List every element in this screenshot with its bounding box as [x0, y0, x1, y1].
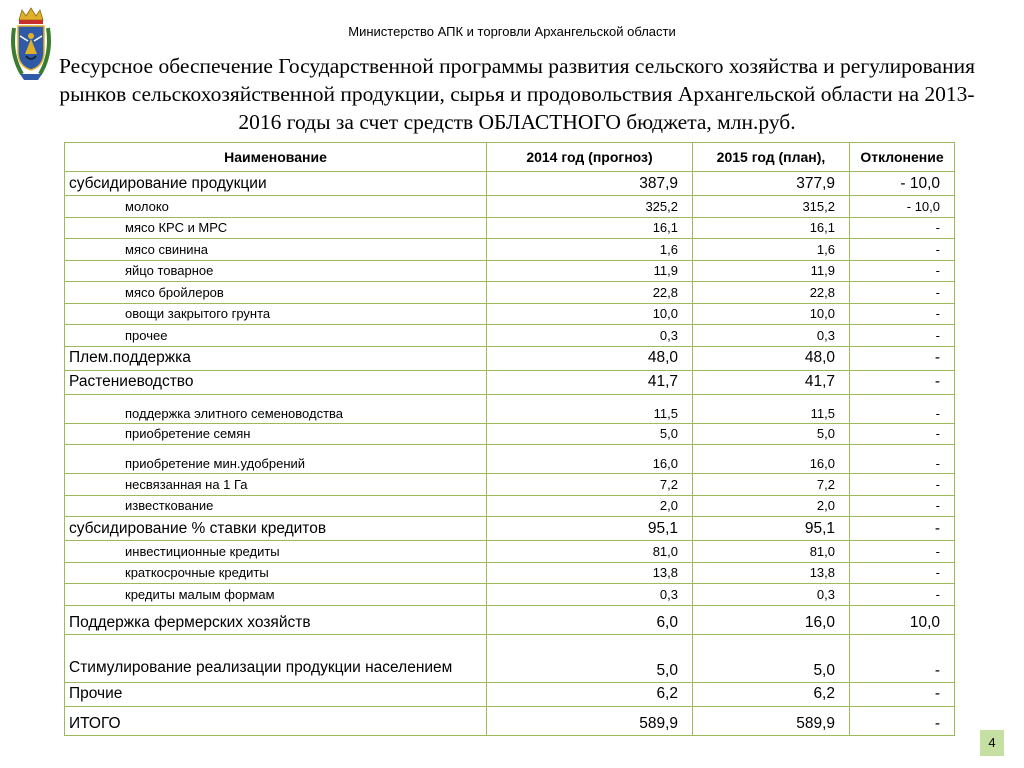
value-deviation: - — [850, 346, 955, 370]
row-name: субсидирование продукции — [65, 172, 487, 196]
value-2014: 6,0 — [487, 605, 693, 634]
value-2014: 2,0 — [487, 495, 693, 517]
value-deviation: - — [850, 325, 955, 347]
value-2015: 95,1 — [693, 517, 850, 541]
value-2015: 377,9 — [693, 172, 850, 196]
value-2014: 11,5 — [487, 394, 693, 423]
row-name: краткосрочные кредиты — [65, 562, 487, 584]
row-name: кредиты малым формам — [65, 584, 487, 606]
value-deviation: - — [850, 706, 955, 735]
value-deviation: - — [850, 394, 955, 423]
value-2015: 5,0 — [693, 423, 850, 445]
value-2014: 0,3 — [487, 325, 693, 347]
value-deviation: - — [850, 260, 955, 282]
row-name: мясо КРС и МРС — [65, 217, 487, 239]
value-deviation: - 10,0 — [850, 196, 955, 218]
value-2015: 315,2 — [693, 196, 850, 218]
value-2015: 10,0 — [693, 303, 850, 325]
value-deviation: - — [850, 682, 955, 706]
table-row — [65, 325, 955, 347]
table-row — [65, 196, 955, 218]
value-2015: 48,0 — [693, 346, 850, 370]
value-deviation: - — [850, 495, 955, 517]
row-name: Стимулирование реализации продукции населением — [65, 634, 487, 682]
table-row — [65, 239, 955, 261]
table-row — [65, 495, 955, 517]
table-row — [65, 605, 955, 634]
value-deviation: - — [850, 423, 955, 445]
value-2015: 1,6 — [693, 239, 850, 261]
value-2015: 6,2 — [693, 682, 850, 706]
value-2015: 11,5 — [693, 394, 850, 423]
value-2015: 16,1 — [693, 217, 850, 239]
table-header-row — [65, 143, 955, 172]
value-2014: 589,9 — [487, 706, 693, 735]
row-name: молоко — [65, 196, 487, 218]
value-2015: 16,0 — [693, 445, 850, 474]
row-name: яйцо товарное — [65, 260, 487, 282]
value-2015: 0,3 — [693, 325, 850, 347]
value-2015: 7,2 — [693, 474, 850, 496]
value-2014: 95,1 — [487, 517, 693, 541]
table-row — [65, 562, 955, 584]
value-2014: 325,2 — [487, 196, 693, 218]
value-2014: 6,2 — [487, 682, 693, 706]
table-row — [65, 423, 955, 445]
row-name: мясо бройлеров — [65, 282, 487, 304]
value-2014: 16,1 — [487, 217, 693, 239]
value-deviation: - — [850, 370, 955, 394]
value-deviation: - — [850, 282, 955, 304]
value-2014: 7,2 — [487, 474, 693, 496]
value-2015: 41,7 — [693, 370, 850, 394]
value-deviation: - — [850, 445, 955, 474]
value-2015: 5,0 — [693, 634, 850, 682]
budget-table — [64, 142, 955, 736]
table-row — [65, 541, 955, 563]
table-row — [65, 445, 955, 474]
value-2014: 81,0 — [487, 541, 693, 563]
row-name: Плем.поддержка — [65, 346, 487, 370]
value-deviation: - — [850, 474, 955, 496]
table-row — [65, 682, 955, 706]
table-row — [65, 517, 955, 541]
table-row — [65, 474, 955, 496]
value-2015: 81,0 — [693, 541, 850, 563]
value-2015: 13,8 — [693, 562, 850, 584]
value-2015: 0,3 — [693, 584, 850, 606]
value-deviation: - — [850, 584, 955, 606]
table-row — [65, 706, 955, 735]
row-name: овощи закрытого грунта — [65, 303, 487, 325]
table-row — [65, 370, 955, 394]
row-name: несвязанная на 1 Га — [65, 474, 487, 496]
value-2014: 16,0 — [487, 445, 693, 474]
column-header-name: Наименование — [65, 143, 487, 172]
value-2014: 5,0 — [487, 423, 693, 445]
row-name: мясо свинина — [65, 239, 487, 261]
row-name: известкование — [65, 495, 487, 517]
value-2015: 16,0 — [693, 605, 850, 634]
table-row — [65, 260, 955, 282]
row-name: приобретение мин.удобрений — [65, 445, 487, 474]
value-2014: 13,8 — [487, 562, 693, 584]
ministry-name: Министерство АПК и торговли Архангельской области — [348, 24, 676, 39]
value-deviation: - — [850, 634, 955, 682]
column-header-2015: 2015 год (план), — [693, 143, 850, 172]
value-2014: 0,3 — [487, 584, 693, 606]
value-2014: 48,0 — [487, 346, 693, 370]
value-2015: 2,0 — [693, 495, 850, 517]
row-name: инвестиционные кредиты — [65, 541, 487, 563]
table-row — [65, 172, 955, 196]
value-2015: 589,9 — [693, 706, 850, 735]
table-row — [65, 346, 955, 370]
table-row — [65, 303, 955, 325]
row-name: приобретение семян — [65, 423, 487, 445]
value-2014: 10,0 — [487, 303, 693, 325]
row-name: прочее — [65, 325, 487, 347]
row-name: субсидирование % ставки кредитов — [65, 517, 487, 541]
row-name: Растениеводство — [65, 370, 487, 394]
page-number: 4 — [980, 730, 1004, 756]
column-header-deviation: Отклонение — [850, 143, 955, 172]
row-name: Поддержка фермерских хозяйств — [65, 605, 487, 634]
value-deviation: - — [850, 517, 955, 541]
table-row — [65, 584, 955, 606]
value-deviation: 10,0 — [850, 605, 955, 634]
column-header-2014: 2014 год (прогноз) — [487, 143, 693, 172]
page-title: Ресурсное обеспечение Государственной программы развития сельского хозяйства и регулирования рынков сельскохозяйственной продукции, сырья и продовольствия Архангельской области на 2013-2016 годы за счет средств ОБЛАСТНОГО бюджета, млн.руб. — [58, 54, 975, 134]
value-2014: 41,7 — [487, 370, 693, 394]
table-row — [65, 217, 955, 239]
value-deviation: - — [850, 541, 955, 563]
value-deviation: - — [850, 217, 955, 239]
table-row — [65, 634, 955, 682]
table-row — [65, 394, 955, 423]
value-2014: 1,6 — [487, 239, 693, 261]
row-name: поддержка элитного семеноводства — [65, 394, 487, 423]
table-row — [65, 282, 955, 304]
value-2014: 22,8 — [487, 282, 693, 304]
value-deviation: - — [850, 239, 955, 261]
value-deviation: - — [850, 303, 955, 325]
row-name: ИТОГО — [65, 706, 487, 735]
value-2014: 387,9 — [487, 172, 693, 196]
row-name: Прочие — [65, 682, 487, 706]
value-deviation: - 10,0 — [850, 172, 955, 196]
value-deviation: - — [850, 562, 955, 584]
value-2015: 11,9 — [693, 260, 850, 282]
value-2015: 22,8 — [693, 282, 850, 304]
value-2014: 5,0 — [487, 634, 693, 682]
value-2014: 11,9 — [487, 260, 693, 282]
